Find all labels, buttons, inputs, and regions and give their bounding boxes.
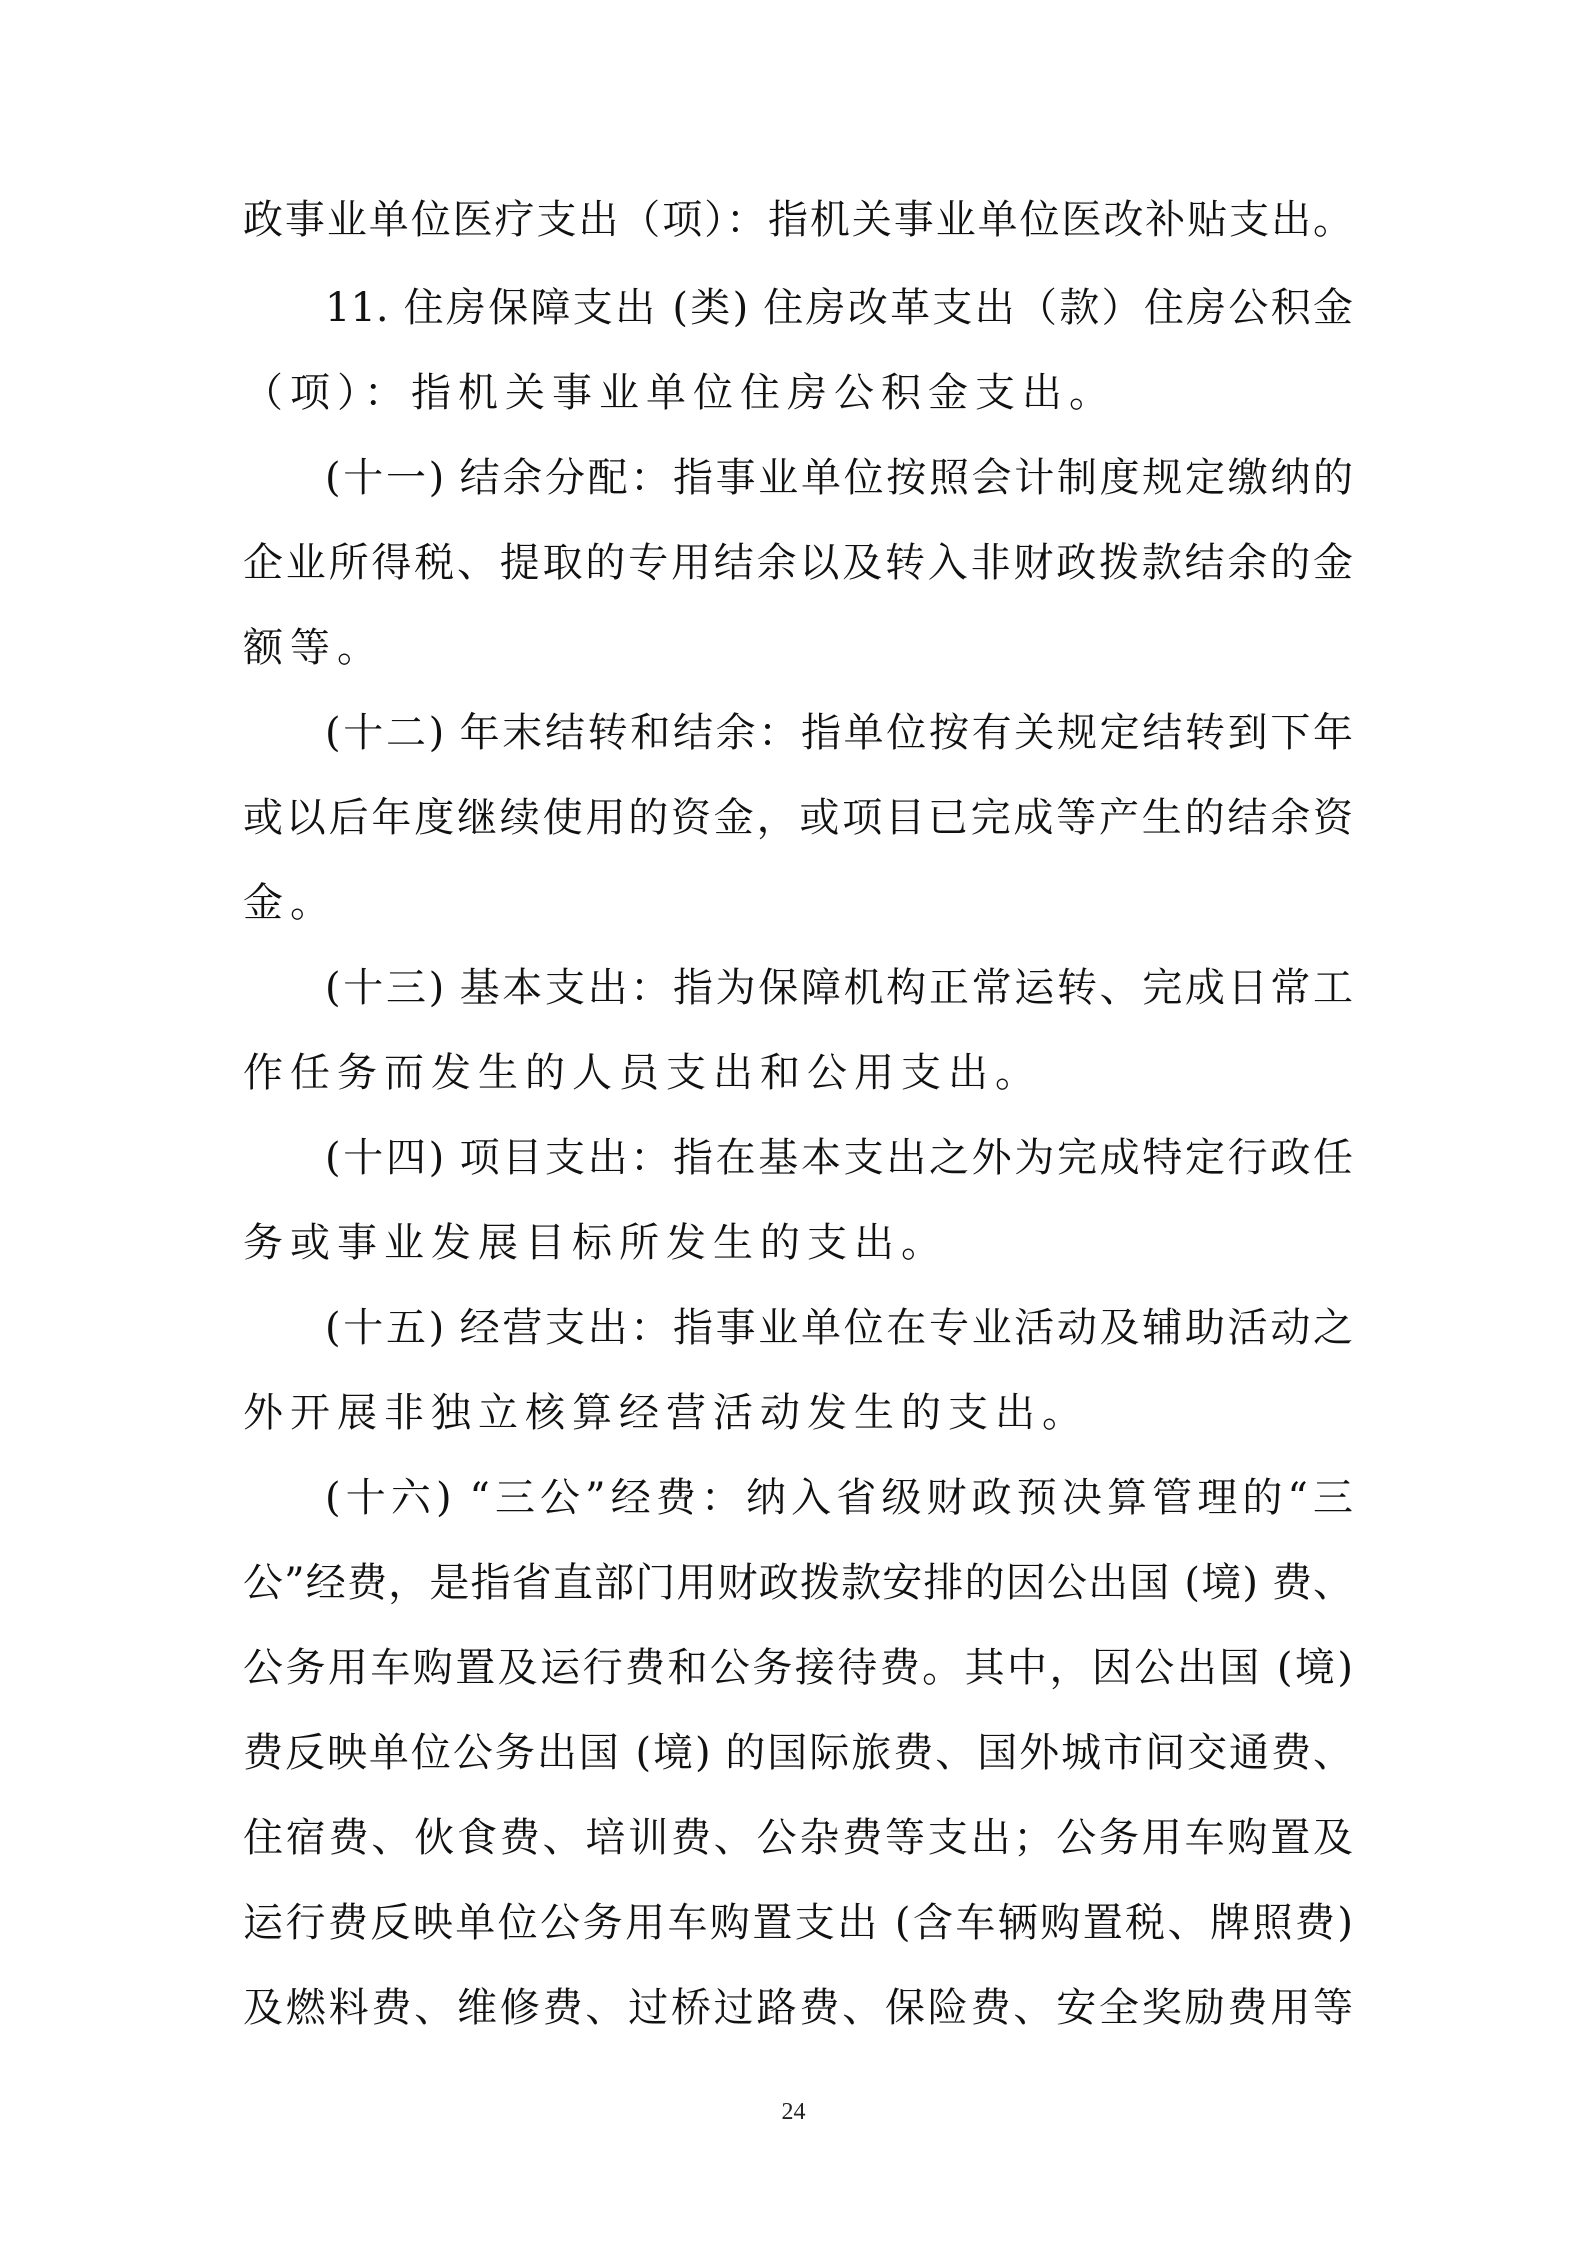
text-line-19: 费反映单位公务出国 (境) 的国际旅费、国外城市间交通费、 bbox=[243, 1730, 1353, 1776]
text-line-5: 企业所得税、提取的专用结余以及转入非财政拨款结余的金 bbox=[243, 540, 1353, 586]
page-number: 24 bbox=[781, 2099, 806, 2125]
text-line-8: 或以后年度继续使用的资金，或项目已完成等产生的结余资 bbox=[243, 795, 1353, 841]
text-line-2: 11. 住房保障支出 (类) 住房改革支出（款）住房公积金 bbox=[325, 285, 1353, 331]
text-line-12: (十四) 项目支出：指在基本支出之外为完成特定行政任 bbox=[325, 1135, 1353, 1181]
text-line-1: 政事业单位医疗支出（项）：指机关事业单位医改补贴支出。 bbox=[243, 197, 1353, 243]
text-line-16: (十六) “三公”经费：纳入省级财政预决算管理的“三 bbox=[325, 1475, 1353, 1521]
text-line-4: (十一) 结余分配：指事业单位按照会计制度规定缴纳的 bbox=[325, 455, 1353, 501]
text-line-13: 务或事业发展目标所发生的支出。 bbox=[243, 1220, 948, 1266]
text-line-20: 住宿费、伙食费、培训费、公杂费等支出；公务用车购置及 bbox=[243, 1815, 1353, 1861]
text-line-14: (十五) 经营支出：指事业单位在专业活动及辅助活动之 bbox=[325, 1305, 1353, 1351]
text-line-9: 金。 bbox=[243, 880, 337, 926]
text-line-7: (十二) 年末结转和结余：指单位按有关规定结转到下年 bbox=[325, 710, 1353, 756]
text-line-17: 公”经费，是指省直部门用财政拨款安排的因公出国 (境) 费、 bbox=[243, 1560, 1353, 1606]
text-line-15: 外开展非独立核算经营活动发生的支出。 bbox=[243, 1390, 1089, 1436]
text-line-22: 及燃料费、维修费、过桥过路费、保险费、安全奖励费用等 bbox=[243, 1985, 1353, 2031]
text-line-11: 作任务而发生的人员支出和公用支出。 bbox=[243, 1050, 1042, 1096]
text-line-6: 额等。 bbox=[243, 625, 384, 671]
text-line-10: (十三) 基本支出：指为保障机构正常运转、完成日常工 bbox=[325, 965, 1353, 1011]
text-line-21: 运行费反映单位公务用车购置支出 (含车辆购置税、牌照费) bbox=[243, 1900, 1353, 1946]
text-line-3: （项）：指机关事业单位住房公积金支出。 bbox=[243, 370, 1116, 416]
text-line-18: 公务用车购置及运行费和公务接待费。其中，因公出国 (境) bbox=[243, 1645, 1353, 1691]
